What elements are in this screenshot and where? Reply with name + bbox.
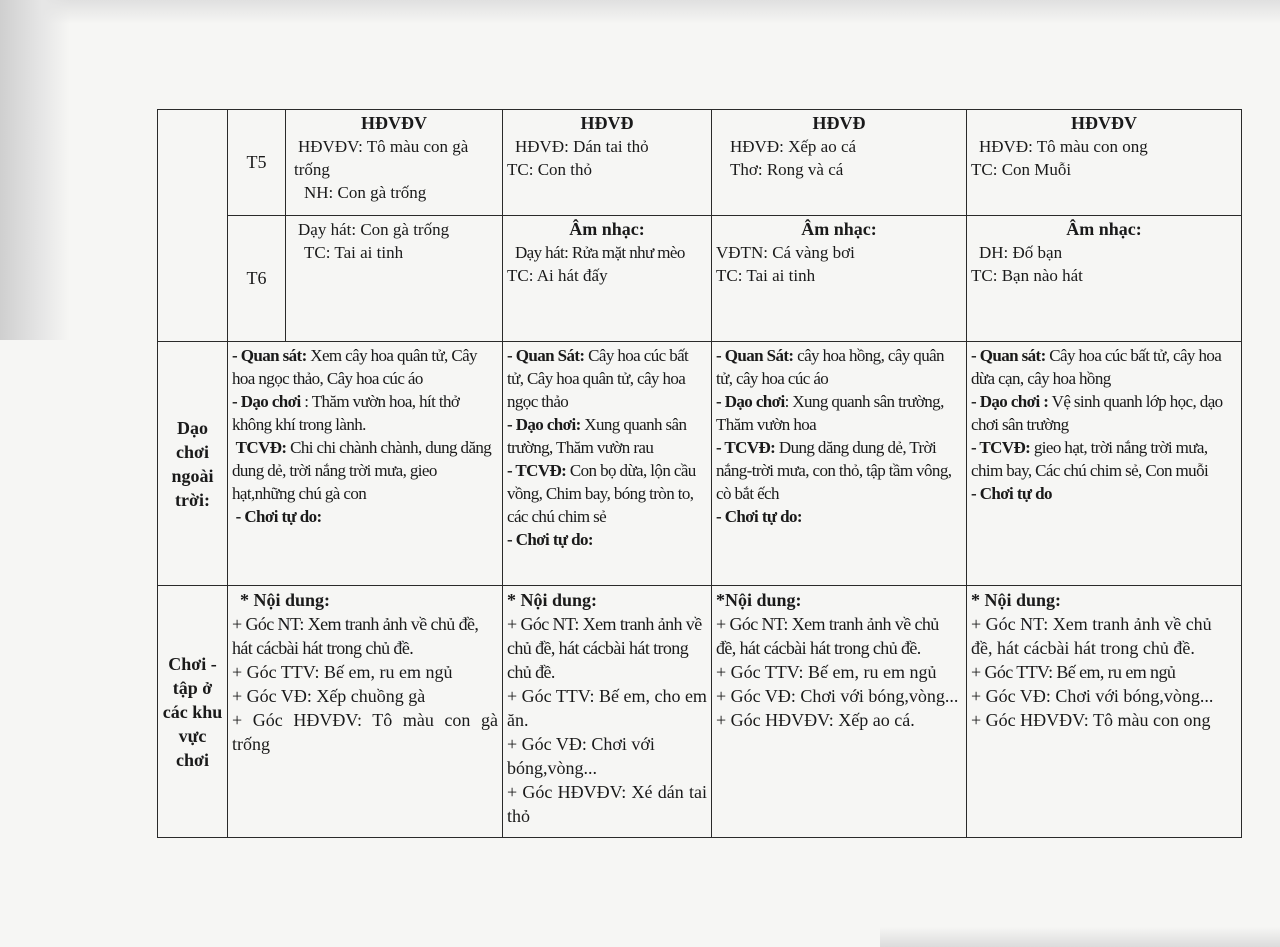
cell-outdoor-1	[228, 342, 503, 586]
cell-line: HĐVĐV: Tô màu con gà	[298, 137, 469, 156]
cell-line: + Góc NT: Xem tranh ảnh về chủ đề, hát cácbài hát trong chủ đề.	[716, 614, 939, 658]
obs-label: - Quan sát:	[232, 346, 307, 365]
cell-heading: HĐVĐ	[580, 113, 634, 133]
cell-line: + Góc HĐVĐV: Xếp ao cá.	[716, 710, 915, 730]
cell-line: + Góc VĐ: Chơi với bóng,vòng...	[507, 734, 655, 778]
row-corners	[158, 586, 1242, 838]
cell-t5-1	[286, 110, 503, 216]
row-label-corners: Chơi - tập ở các khu vực chơi	[158, 586, 228, 838]
cell-outdoor-3	[712, 342, 967, 586]
game-text: Con bọ dừa, lộn cầu vồng, Chim bay, bóng tròn to, các chú chim sẻ	[507, 461, 696, 526]
cell-line: Dạy hát: Rửa mặt như mèo	[515, 243, 685, 262]
cell-line: HĐVĐ: Dán tai thỏ	[515, 137, 649, 156]
cell-heading: Âm nhạc:	[1066, 219, 1142, 239]
cell-line: + Góc HĐVĐV: Tô màu con gà trống	[232, 710, 498, 754]
cell-line: + Góc TTV: Bế em, cho em ăn.	[507, 686, 707, 730]
obs-text: Cây hoa cúc bất tử, Cây hoa quân tử, cây hoa ngọc thảo	[507, 346, 689, 411]
cell-corners-4	[967, 586, 1242, 838]
cell-line: TC: Ai hát đấy	[507, 266, 608, 285]
walk-text: : Thăm vườn hoa, hít thở không khí trong lành.	[232, 392, 460, 434]
free-label: - Chơi tự do:	[716, 507, 802, 526]
cell-line: + Góc VĐ: Chơi với bóng,vòng...	[971, 686, 1214, 706]
obs-text: cây hoa hồng, cây quân tử, cây hoa cúc áo	[716, 346, 944, 388]
game-label: - TCVĐ:	[971, 438, 1031, 457]
cell-line: + Góc VĐ: Xếp chuồng gà	[232, 686, 426, 706]
cell-heading: HĐVĐV	[361, 113, 427, 133]
cell-outdoor-4	[967, 342, 1242, 586]
cell-line: Dạy hát: Con gà trống	[298, 220, 450, 239]
day-label-t6: T6	[228, 216, 286, 342]
cell-line: + Góc NT: Xem tranh ảnh về chủ đề, hát cácbài hát trong chủ đề.	[507, 614, 702, 682]
cell-line: + Góc HĐVĐV: Tô màu con ong	[971, 710, 1211, 730]
walk-label: - Dạo chơi:	[507, 415, 581, 434]
game-text: Chi chi chành chành, dung dăng dung dẻ, trời nắng trời mưa, gieo hạt,những chú gà con	[232, 438, 492, 503]
cell-outdoor-2	[503, 342, 712, 586]
page-shadow-bottom	[880, 927, 1280, 947]
walk-text: : Xung quanh sân trường, Thăm vườn hoa	[716, 392, 944, 434]
cell-line: + Góc NT: Xem tranh ảnh về chủ đề, hát cácbài hát trong chủ đề.	[971, 614, 1212, 658]
free-label: - Chơi tự do:	[507, 530, 593, 549]
cell-line: TC: Bạn nào hát	[971, 266, 1083, 285]
obs-label: - Quan Sát:	[716, 346, 794, 365]
day-label-t5: T5	[228, 110, 286, 216]
cell-heading: * Nội dung:	[240, 590, 331, 610]
obs-label: - Quan Sát:	[507, 346, 585, 365]
cell-heading: *Nội dung:	[716, 590, 802, 610]
cell-heading: * Nội dung:	[507, 590, 598, 610]
obs-text: Cây hoa cúc bất tử, cây hoa dừa cạn, cây hoa hồng	[971, 346, 1222, 388]
cell-line: NH: Con gà trống	[304, 183, 427, 202]
cell-line: + Góc TTV: Bế em, ru em ngủ	[716, 662, 937, 682]
cell-line: VĐTN: Cá vàng bơi	[716, 243, 855, 262]
cell-heading: HĐVĐV	[1071, 113, 1137, 133]
row-t5	[158, 110, 1242, 216]
cell-heading: Âm nhạc:	[801, 219, 877, 239]
row-outdoor	[158, 342, 1242, 586]
cell-line: + Góc TTV: Bế em, ru em ngủ	[232, 662, 453, 682]
cell-corners-2	[503, 586, 712, 838]
cell-t5-2	[503, 110, 712, 216]
cell-corners-1	[228, 586, 503, 838]
cell-t6-4	[967, 216, 1242, 342]
free-label: - Chơi tự do	[971, 484, 1052, 503]
cell-t6-3	[712, 216, 967, 342]
cell-t5-4	[967, 110, 1242, 216]
page-shadow-left	[0, 0, 70, 340]
cell-heading: * Nội dung:	[971, 590, 1062, 610]
cell-line: TC: Tai ai tinh	[304, 243, 404, 262]
obs-text: Xem cây hoa quân tử, Cây hoa ngọc thảo, Cây hoa cúc áo	[232, 346, 477, 388]
lesson-plan-table	[157, 109, 1242, 838]
walk-text: Vệ sinh quanh lớp học, dạo chơi sân trường	[971, 392, 1223, 434]
walk-label: - Dạo chơi	[232, 392, 301, 411]
cell-heading: HĐVĐ	[812, 113, 866, 133]
cell-line: + Góc TTV: Bế em, ru em ngủ	[971, 662, 1176, 682]
cell-t6-1	[286, 216, 503, 342]
cell-heading: Âm nhạc:	[569, 219, 645, 239]
cell-line: TC: Tai ai tinh	[716, 266, 816, 285]
walk-text: Xung quanh sân trường, Thăm vườn rau	[507, 415, 687, 457]
cell-line: + Góc HĐVĐV: Xé dán tai thỏ	[507, 782, 707, 826]
free-label: - Chơi tự do:	[235, 507, 322, 526]
walk-label: - Dạo chơi :	[971, 392, 1049, 411]
obs-label: - Quan sát:	[971, 346, 1046, 365]
cell-corners-3	[712, 586, 967, 838]
cell-blank-lead	[158, 110, 228, 342]
game-label: - TCVĐ:	[716, 438, 776, 457]
cell-t5-3	[712, 110, 967, 216]
cell-line: HĐVĐ: Xếp ao cá	[730, 137, 857, 156]
page-shadow-top	[0, 0, 1280, 24]
game-text: gieo hạt, trời nắng trời mưa, chim bay, Các chú chim sẻ, Con muỗi	[971, 438, 1209, 480]
cell-line: + Góc NT: Xem tranh ảnh về chủ đề, hát cácbài hát trong chủ đề.	[232, 614, 479, 658]
cell-line: trống	[294, 160, 330, 179]
cell-line: + Góc VĐ: Chơi với bóng,vòng...	[716, 686, 959, 706]
game-text: Dung dăng dung dẻ, Trời nắng-trời mưa, con thỏ, tập tầm vông, cò bắt ếch	[716, 438, 952, 503]
game-label: TCVĐ:	[235, 438, 287, 457]
walk-label: - Dạo chơi	[716, 392, 785, 411]
game-label: - TCVĐ:	[507, 461, 567, 480]
row-label-outdoor: Dạo chơi ngoài trời:	[158, 342, 228, 586]
cell-line: HĐVĐ: Tô màu con ong	[979, 137, 1148, 156]
cell-line: TC: Con Muỗi	[971, 160, 1072, 179]
cell-line: DH: Đố bạn	[979, 243, 1063, 262]
row-t6	[158, 216, 1242, 342]
cell-t6-2	[503, 216, 712, 342]
cell-line: Thơ: Rong và cá	[730, 160, 844, 179]
cell-line: TC: Con thỏ	[507, 160, 593, 179]
